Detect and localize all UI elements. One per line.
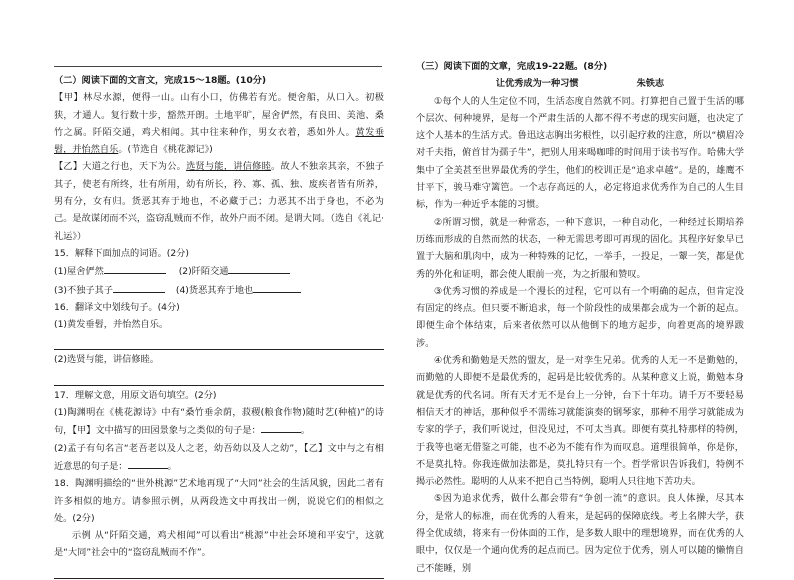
q16-item-1: (1)黄发垂髫，并怡然自乐。 bbox=[54, 319, 169, 331]
q16-answer-line-2[interactable] bbox=[54, 369, 384, 386]
left-column bbox=[54, 72, 384, 580]
passage-jia bbox=[54, 89, 384, 158]
q15-item-3: (3)不独子其子 bbox=[54, 284, 113, 296]
passage-yi-underlined: 选贤与能，讲信修睦 bbox=[186, 161, 272, 173]
passage-yi bbox=[54, 158, 384, 244]
essay-author: 朱铁志 bbox=[636, 78, 665, 90]
q17-item-1-text: (1)陶渊明在《桃花源诗》中有“桑竹垂余荫，菽稷(粮食作物)随时艺(种植)”的诗句，【甲】文中描写的田园景象与之类似的句子是： bbox=[54, 407, 384, 437]
q15-item-2: (2)阡陌交通 bbox=[178, 266, 229, 278]
question-18: 18．陶渊明描绘的“世外桃源”艺术地再现了“大同”社会的生活风貌，因此二者有许多相似的地方。请参照示例，从两段选文中再找出一例，说说它们的相似之处。(2分) bbox=[54, 478, 384, 524]
q15-blank-1[interactable] bbox=[104, 262, 166, 274]
q15-row-1 bbox=[54, 262, 384, 280]
q17-blank-2[interactable] bbox=[128, 457, 168, 469]
q15-row-2 bbox=[54, 281, 384, 299]
q16-answer-line-1[interactable] bbox=[54, 333, 384, 350]
q17-item-1-end: 。 bbox=[300, 425, 310, 437]
essay-paragraph-1: ①每个人的人生定位不同，生活态度自然就不同。打算把自己置于生活的哪个层次、何种境界，是每一个严肃生活的人都不得不考虑的现实问题，也决定了这个人基本的生活方式。鲁迅这志胸出劣根性，以引起疗救的注意，所以“横眉冷对千夫指，俯首甘为孺子牛”，把别人用来喝咖啡的时间用于读书写作。哈佛大学集中了全美甚至世界最优秀的学生，他们的校训正是“追求卓越”。是的，雄鹰不甘平下，骏马难守篱笆。一个志存高远的人，必定将追求优秀作为自己的人生目标，作为一种近乎本能的习惯。 bbox=[416, 95, 744, 211]
question-15: 15．解释下面加点的词语。(2分) bbox=[54, 247, 189, 259]
q18-answer-line[interactable] bbox=[54, 562, 384, 579]
essay-paragraph-4: ④优秀和勤勉是天然的盟友，是一对孪生兄弟。优秀的人无一不是勤勉的，而勤勉的人即便不是最优秀的，起码是比较优秀的。从某种意义上说，勤勉本身就是优秀的代名词。所有天才无不是台上一分钟，台下十年功。请千万不要轻易相信天才的神话，那种似乎不需练习就能演奏的钢琴家，那种不用学习就能成为专家的学子，我们听说过，但没见过，不可太当真。即便有莫扎特那样的特例，于我等也毫无借鉴之可能，也不必为不能有作为而叹息。道理很简单，你是你，不是莫扎特。你我连做加法都是，莫扎特只有一个。哲学常识告诉我们，特例不揭示必然性。聪明的人从来不把自己当特例，聪明人只往地下苦功夫。 bbox=[416, 355, 744, 488]
q17-blank-1[interactable] bbox=[261, 421, 301, 433]
q17-item-2 bbox=[54, 440, 384, 476]
passage-jia-text: 【甲】林尽水源，便得一山。山有小口，仿佛若有光。便舍船，从口入。初极狭，才通人。复行数十步，豁然开朗。土地平旷，屋舍俨然，有良田、美池、桑竹之属。阡陌交通，鸡犬相闻。其中往来种作，男女衣着，悉如外人。 bbox=[54, 92, 384, 138]
section-title-classical: （二）阅读下面的文言文，完成15～18题。(10分) bbox=[54, 75, 267, 86]
essay-title: 让优秀成为一种习惯 bbox=[495, 78, 579, 90]
q18-example: 示例 从“阡陌交通，鸡犬相闻”可以看出“桃源”中社会环境和平安宁，这就是“大同”社会中的“盗窃乱贼而不作”。 bbox=[54, 530, 384, 559]
essay-paragraph-2: ②所谓习惯，就是一种常态，一种下意识，一种自动化，一种经过长期培养历练而形成的自然而然的状态，一种无需思考即可再现的固化。其程序好象早已置于大脑和肌肉中，成为一种特殊的记忆，一举手，一投足，一颦一笑，都是优秀的外化和证明，都会使人眼前一亮，为之折服和赞叹。 bbox=[416, 216, 744, 280]
essay-paragraph-5: ⑤因为追求优秀，做什么都会带有“争创一流”的意识。良人体操，尽其本分，是常人的标准，而在优秀的人看来，是起码的保障底线。考上名牌大学，获得全优成绩，将来有一份体面的工作，是多数人眼中的理想境界，而在优秀的人眼中，仅仅是一个通向优秀的起点而已。因为定位于优秀，别人可以随的懒惰自己不能睡，别 bbox=[416, 493, 744, 574]
question-17: 17．理解文意，用原文语句填空。(2分) bbox=[54, 389, 217, 401]
right-column bbox=[416, 58, 744, 577]
passage-jia-underlined: 黄发垂髫，并怡然自乐 bbox=[54, 126, 385, 156]
passage-jia-source: 。(节选自《桃花源记》) bbox=[118, 144, 213, 156]
essay-title-line bbox=[416, 75, 744, 92]
passage-yi-text-2: 。故人不独亲其亲，不独子其子，使老有所终，壮有所用，幼有所长，矜、寡、孤、独、废疾者皆有所养，男有分，女有归。货恶其弃于地也，不必藏于己；力恶其不出于身也，不必为己。是故谋闭而不兴，盗窃乱贼而不作，故外户而不闭。是谓大同。（选自《礼记·礼运》） bbox=[54, 161, 385, 242]
essay-paragraph-3: ③优秀习惯的养成是一个漫长的过程，它可以有一个明确的起点，但肯定没有固定的终点。但只要不断追求，每一个阶段性的成果都会成为一个新的起点。即便生命个体结束，后来者依然可以从他倒下的地方起步，向着更高的境界跋涉。 bbox=[416, 285, 744, 349]
header-rule bbox=[54, 66, 382, 67]
passage-yi-text-1: 【乙】大道之行也，天下为公。 bbox=[54, 161, 187, 173]
question-16: 16．翻译文中划线句子。(4分) bbox=[54, 301, 180, 313]
q15-blank-4[interactable] bbox=[253, 281, 301, 293]
q15-item-1: (1)屋舍俨然 bbox=[54, 266, 104, 278]
q17-item-1 bbox=[54, 404, 384, 440]
section-title-modern: （三）阅读下面的文章，完成19-22题。(8分) bbox=[416, 61, 608, 72]
q16-item-2: (2)选贤与能，讲信修睦。 bbox=[54, 354, 159, 366]
q17-item-2-end: 。 bbox=[167, 460, 177, 472]
q15-item-4: (4)货恶其弃于地也 bbox=[175, 284, 254, 296]
q17-item-2-text: (2)孟子有句名言“老吾老以及人之老，幼吾幼以及人之幼”，【乙】文中与之有相近意思的句子是： bbox=[54, 442, 384, 472]
q15-blank-2[interactable] bbox=[228, 262, 290, 274]
q15-blank-3[interactable] bbox=[113, 281, 165, 293]
